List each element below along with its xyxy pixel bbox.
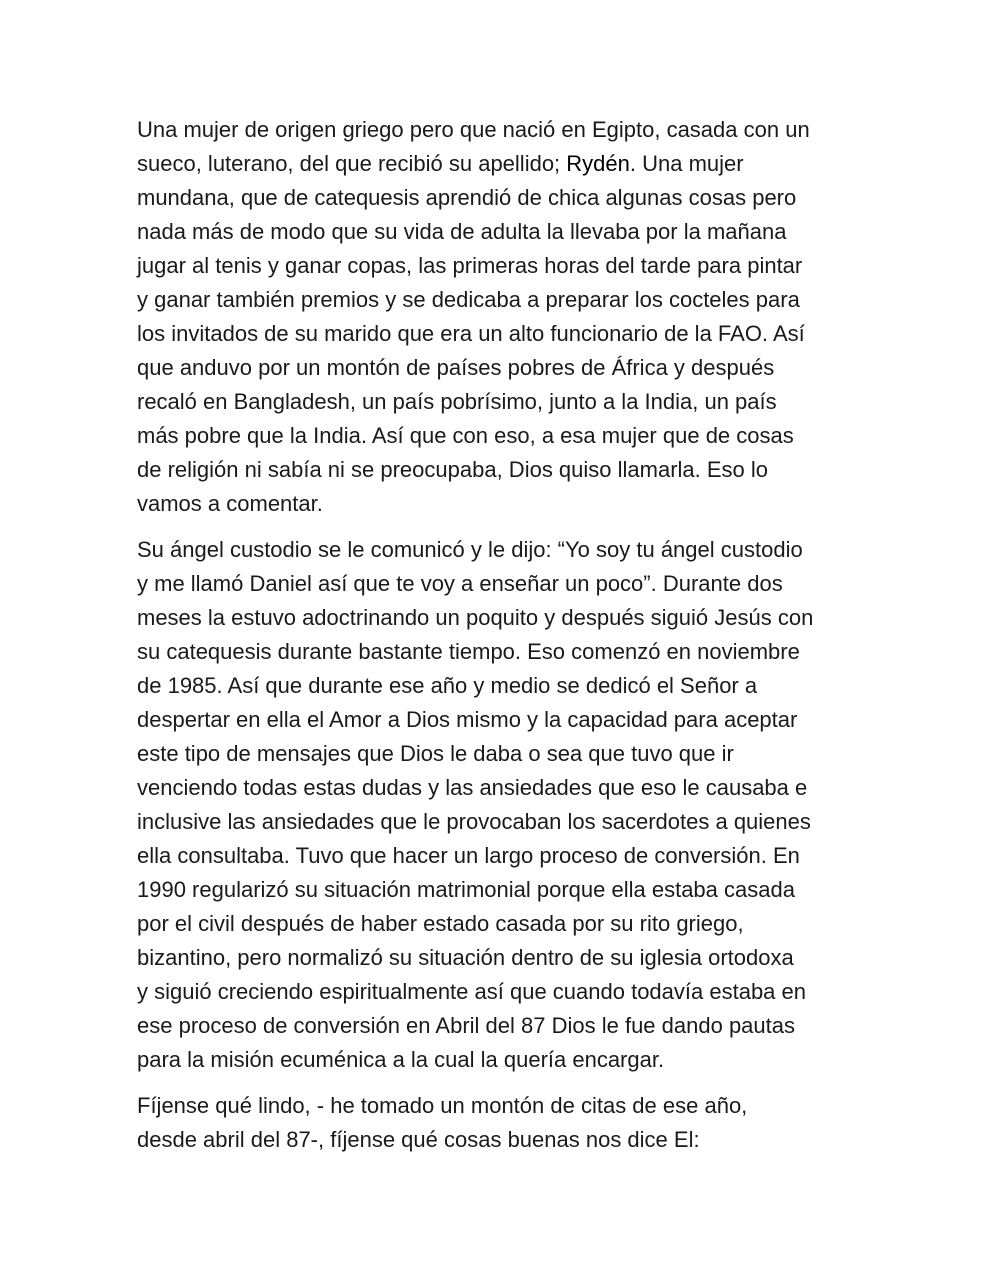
text-line: inclusive las ansiedades que le provocaban los sacerdotes a quienes bbox=[137, 809, 811, 834]
text-line: recaló en Bangladesh, un país pobrísimo, junto a la India, un país bbox=[137, 389, 777, 414]
document-body bbox=[137, 113, 857, 1169]
text-line: meses la estuvo adoctrinando un poquito y después siguió Jesús con bbox=[137, 605, 814, 630]
text-line: su catequesis durante bastante tiempo. Eso comenzó en noviembre bbox=[137, 639, 800, 664]
text-line: Una mujer de origen griego pero que nació en Egipto, casada con un bbox=[137, 117, 810, 142]
paragraph-1 bbox=[137, 113, 857, 521]
text-line: 1990 regularizó su situación matrimonial porque ella estaba casada bbox=[137, 877, 795, 902]
text-line: nada más de modo que su vida de adulta la llevaba por la mañana bbox=[137, 219, 787, 244]
text-line: para la misión ecuménica a la cual la quería encargar. bbox=[137, 1047, 665, 1072]
text-fragment: . Una mujer bbox=[629, 151, 744, 176]
text-fragment: sueco, luterano, del que recibió su apellido; bbox=[137, 151, 567, 176]
text-line: vamos a comentar. bbox=[137, 491, 323, 516]
surname-rydén: Rydén bbox=[566, 151, 630, 176]
text-line: desde abril del 87-, fíjense qué cosas buenas nos dice El: bbox=[137, 1127, 700, 1152]
text-line: y me llamó Daniel así que te voy a enseñar un poco”. Durante dos bbox=[137, 571, 783, 596]
text-line: ella consultaba. Tuvo que hacer un largo proceso de conversión. En bbox=[137, 843, 800, 868]
text-line: que anduvo por un montón de países pobres de África y después bbox=[137, 355, 775, 380]
text-line bbox=[137, 147, 857, 181]
text-line: de 1985. Así que durante ese año y medio se dedicó el Señor a bbox=[137, 673, 758, 698]
text-line: Fíjense qué lindo, - he tomado un montón de citas de ese año, bbox=[137, 1093, 748, 1118]
text-line: de religión ni sabía ni se preocupaba, Dios quiso llamarla. Eso lo bbox=[137, 457, 769, 482]
text-line: bizantino, pero normalizó su situación dentro de su iglesia ortodoxa bbox=[137, 945, 794, 970]
text-line: Su ángel custodio se le comunicó y le dijo: “Yo soy tu ángel custodio bbox=[137, 537, 803, 562]
text-line: los invitados de su marido que era un alto funcionario de la FAO. Así bbox=[137, 321, 805, 346]
text-line: y siguió creciendo espiritualmente así que cuando todavía estaba en bbox=[137, 979, 806, 1004]
paragraph-2 bbox=[137, 533, 857, 1077]
text-line: mundana, que de catequesis aprendió de chica algunas cosas pero bbox=[137, 185, 797, 210]
text-line: despertar en ella el Amor a Dios mismo y la capacidad para aceptar bbox=[137, 707, 798, 732]
text-line: jugar al tenis y ganar copas, las primeras horas del tarde para pintar bbox=[137, 253, 803, 278]
text-line: este tipo de mensajes que Dios le daba o sea que tuvo que ir bbox=[137, 741, 734, 766]
text-line: por el civil después de haber estado casada por su rito griego, bbox=[137, 911, 744, 936]
text-line: ese proceso de conversión en Abril del 87 Dios le fue dando pautas bbox=[137, 1013, 795, 1038]
text-line: más pobre que la India. Así que con eso, a esa mujer que de cosas bbox=[137, 423, 794, 448]
text-line: venciendo todas estas dudas y las ansiedades que eso le causaba e bbox=[137, 775, 808, 800]
paragraph-3 bbox=[137, 1089, 857, 1157]
text-line: y ganar también premios y se dedicaba a preparar los cocteles para bbox=[137, 287, 800, 312]
